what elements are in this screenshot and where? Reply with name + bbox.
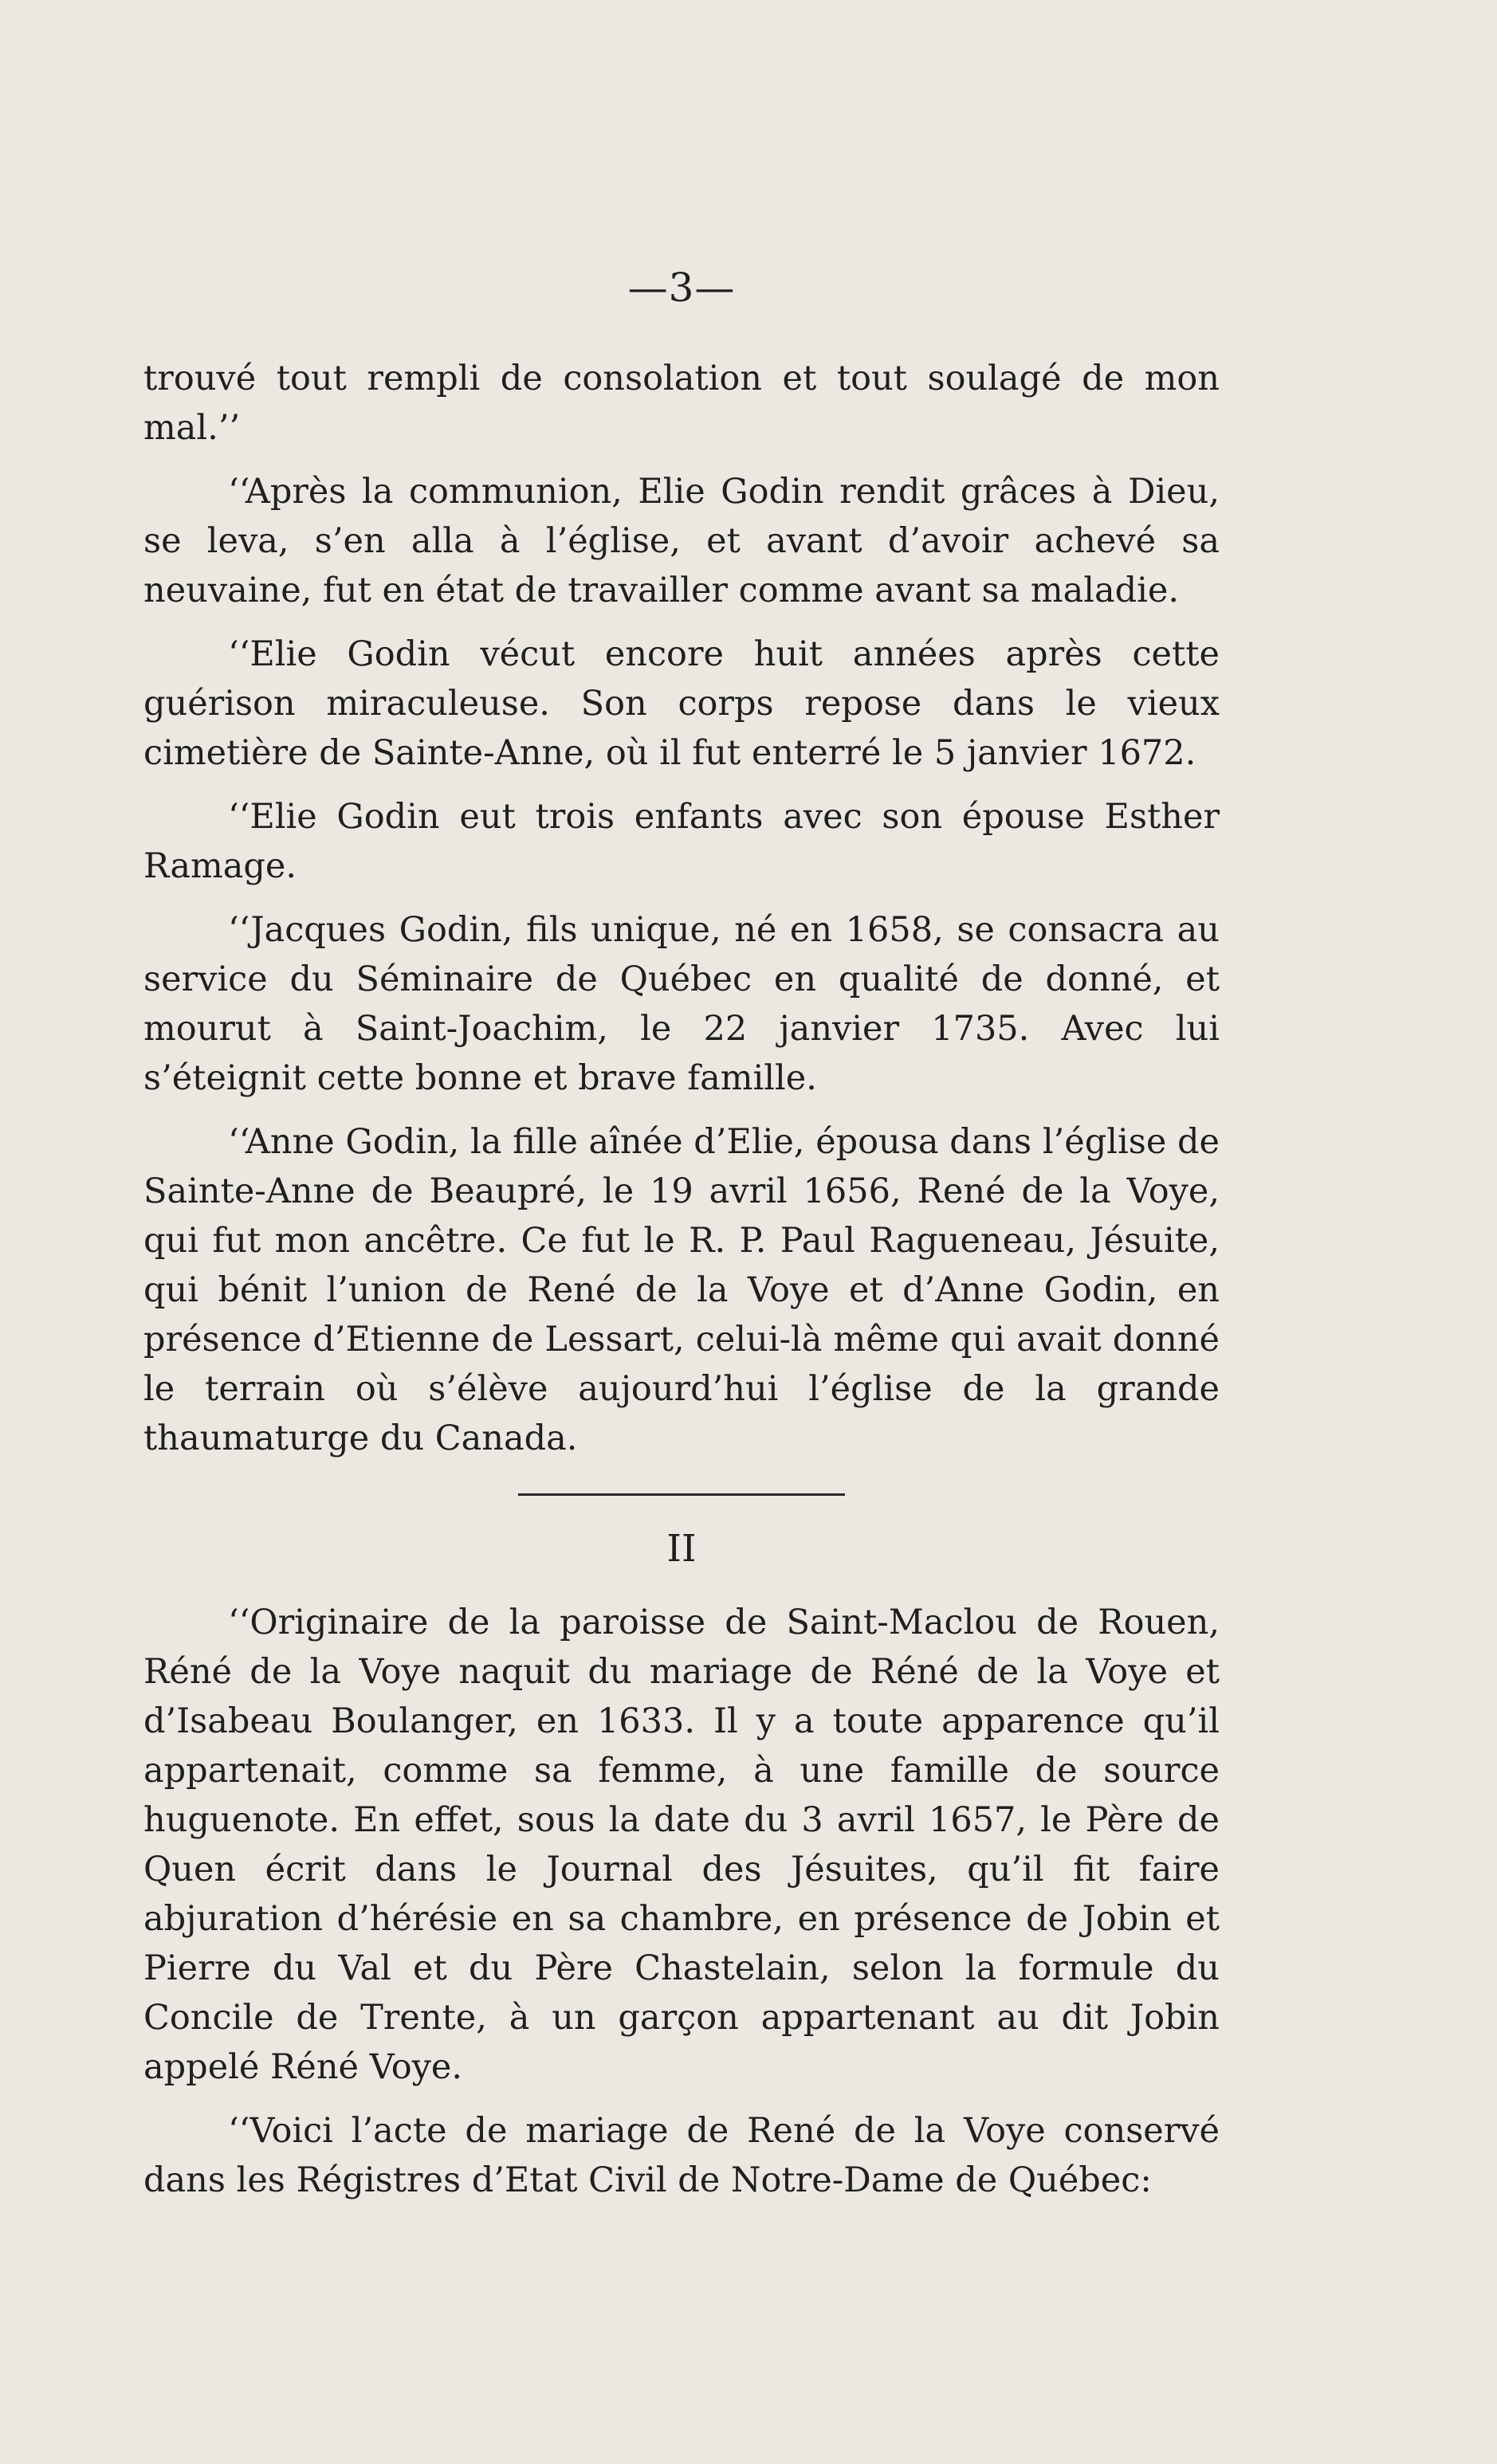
page-content	[143, 263, 1220, 2219]
paragraph: ‘‘Originaire de la paroisse de Saint-Maclou de Rouen, Réné de la Voye naquit du mariage de Réné de la Voye et d’Isabeau Boulanger, en 1633. Il y a toute apparence qu’il appartenait, comme sa femme, à une famille de source huguenote. En effet, sous la date du 3 avril 1657, le Père de Quen écrit dans le Journal des Jésuites, qu’il fit faire abjuration d’hérésie en sa chambre, en présence de Jobin et Pierre du Val et du Père Chastelain, selon la formule du Concile de Trente, à un garçon appartenant au dit Jobin appelé Réné Voye.	[143, 1603, 1220, 2087]
paragraph: ‘‘Après la communion, Elie Godin rendit grâces à Dieu, se leva, s’en alla à l’église, et avant d’avoir achevé sa neuvaine, fut en état de travailler comme avant sa maladie.	[143, 472, 1220, 610]
paragraph: ‘‘Anne Godin, la fille aînée d’Elie, épousa dans l’église de Sainte-Anne de Beaupré, le 19 avril 1656, René de la Voye, qui fut mon ancêtre. Ce fut le R. P. Paul Ragueneau, Jésuite, qui bénit l’union de René de la Voye et d’Anne Godin, en présence d’Etienne de Lessart, celui-là même qui avait donné le terrain où s’élève aujourd’hui l’église de la grande thaumaturge du Canada.	[143, 1122, 1220, 1458]
page-number: —3—	[627, 265, 736, 311]
paragraph: ‘‘Jacques Godin, fils unique, né en 1658, se consacra au service du Séminaire de Québec en qualité de donné, et mourut à Saint-Joachim, le 22 janvier 1735. Avec lui s’éteignit cette bonne et brave famille.	[143, 910, 1220, 1098]
paragraph: ‘‘Voici l’acte de mariage de René de la Voye conservé dans les Régistres d’Etat Civil de Notre-Dame de Québec:	[143, 2111, 1220, 2200]
paragraph: ‘‘Elie Godin vécut encore huit années après cette guérison miraculeuse. Son corps repose dans le vieux cimetière de Sainte-Anne, où il fut enterré le 5 janvier 1672.	[143, 634, 1220, 773]
section-divider	[518, 1493, 845, 1496]
paragraph: ‘‘Elie Godin eut trois enfants avec son épouse Esther Ramage.	[143, 797, 1220, 886]
section-heading: II	[666, 1527, 697, 1571]
paragraph: trouvé tout rempli de consolation et tout soulagé de mon mal.’’	[143, 359, 1220, 448]
